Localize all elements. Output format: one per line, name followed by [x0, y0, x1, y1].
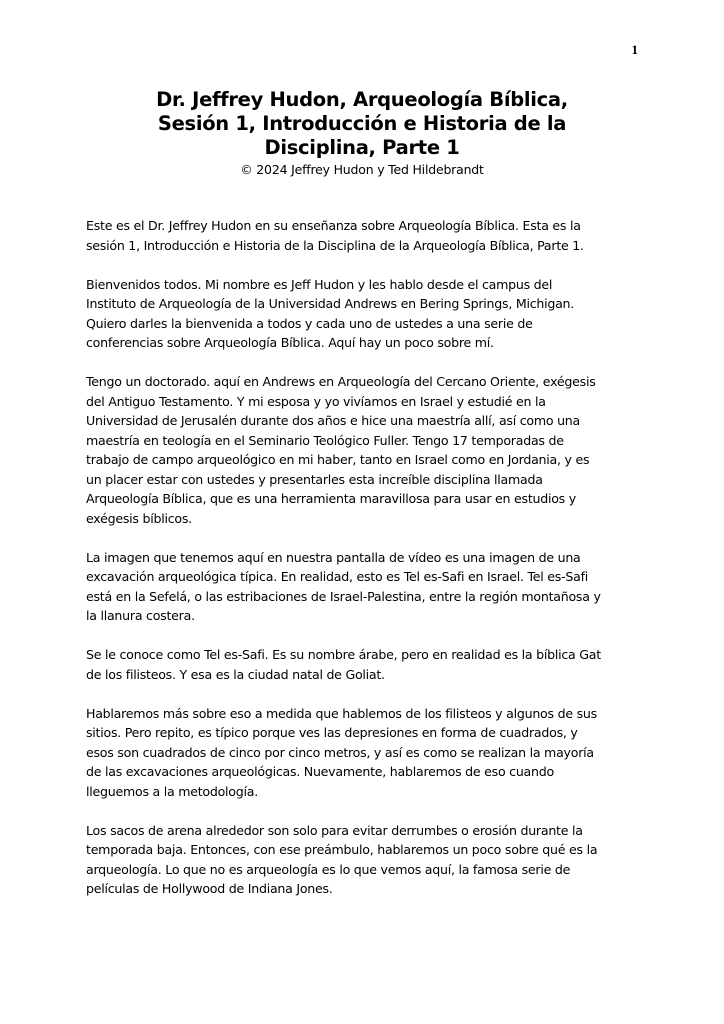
- text-line: conferencias sobre Arqueología Bíblica. Aquí hay un poco sobre mí.: [86, 335, 494, 350]
- paragraph: [86, 275, 646, 353]
- text-line: un placer estar con ustedes y presentarles esta increíble disciplina llamada: [86, 471, 543, 487]
- text-line: La imagen que tenemos aquí en nuestra pantalla de vídeo es una imagen de una: [86, 549, 581, 565]
- page-number: 1: [631, 42, 638, 57]
- text-line: del Antiguo Testamento. Y mi esposa y yo vivíamos en Israel y estudié en la: [86, 393, 546, 409]
- title-line: Sesión 1, Introducción e Historia de la: [157, 112, 567, 135]
- text-line: trabajo de campo arqueológico en mi haber, tanto en Israel como en Jordania, y es: [86, 452, 590, 467]
- text-line: películas de Hollywood de Indiana Jones.: [86, 881, 333, 896]
- text-line: Este es el Dr. Jeffrey Hudon en su enseñanza sobre Arqueología Bíblica. Esta es la: [86, 218, 581, 233]
- text-line: de las excavaciones arqueológicas. Nuevamente, hablaremos de eso cuando: [86, 764, 554, 779]
- text-line: Los sacos de arena alrededor son solo para evitar derrumbes o erosión durante la: [86, 822, 583, 838]
- paragraph: [86, 645, 646, 684]
- text-line: la llanura costera.: [86, 608, 195, 623]
- document-header: [86, 88, 638, 179]
- paragraph: [86, 216, 646, 255]
- document-body: [86, 216, 646, 918]
- text-line: Se le conoce como Tel es-Safi. Es su nombre árabe, pero en realidad es la bíblica Gat: [86, 647, 601, 662]
- text-line: Instituto de Arqueología de la Universidad Andrews en Bering Springs, Michigan.: [86, 296, 575, 311]
- text-line: Tengo un doctorado. aquí en Andrews en Arqueología del Cercano Oriente, exégesis: [86, 374, 596, 389]
- paragraph: [86, 372, 646, 528]
- text-line: temporada baja. Entonces, con ese preámbulo, hablaremos un poco sobre qué es la: [86, 842, 598, 857]
- text-line: Hablaremos más sobre eso a medida que hablemos de los filisteos y algunos de sus: [86, 705, 597, 721]
- text-line: Quiero darles la bienvenida a todos y cada uno de ustedes a una serie de: [86, 315, 533, 331]
- text-line: excavación arqueológica típica. En realidad, esto es Tel es-Safi en Israel. Tel es-Safi: [86, 569, 589, 584]
- text-line: Universidad de Jerusalén durante dos años e hice una maestría allí, así como una: [86, 413, 581, 428]
- copyright-notice: © 2024 Jeffrey Hudon y Ted Hildebrandt: [240, 162, 484, 177]
- title-line: Dr. Jeffrey Hudon, Arqueología Bíblica,: [156, 88, 568, 111]
- text-line: arqueología. Lo que no es arqueología es lo que vemos aquí, la famosa serie de: [86, 861, 571, 877]
- text-line: esos son cuadrados de cinco por cinco metros, y así es como se realizan la mayoría: [86, 744, 594, 760]
- text-line: está en la Sefelá, o las estribaciones de Israel-Palestina, entre la región montañosa y: [86, 588, 601, 604]
- text-line: exégesis bíblicos.: [86, 510, 192, 526]
- text-line: Bienvenidos todos. Mi nombre es Jeff Hudon y les hablo desde el campus del: [86, 276, 553, 292]
- text-line: Arqueología Bíblica, que es una herramienta maravillosa para usar en estudios y: [86, 491, 576, 506]
- text-line: sitios. Pero repito, es típico porque ves las depresiones en forma de cuadrados, y: [86, 725, 578, 740]
- paragraph: [86, 548, 646, 626]
- text-line: lleguemos a la metodología.: [86, 783, 258, 799]
- text-line: maestría en teología en el Seminario Teológico Fuller. Tengo 17 temporadas de: [86, 432, 564, 448]
- text-line: sesión 1, Introducción e Historia de la Disciplina de la Arqueología Bíblica, Parte 1.: [86, 237, 584, 253]
- paragraph: [86, 821, 646, 899]
- paragraph: [86, 704, 646, 802]
- text-line: de los filisteos. Y esa es la ciudad natal de Goliat.: [86, 666, 385, 682]
- title-line: Disciplina, Parte 1: [264, 136, 460, 159]
